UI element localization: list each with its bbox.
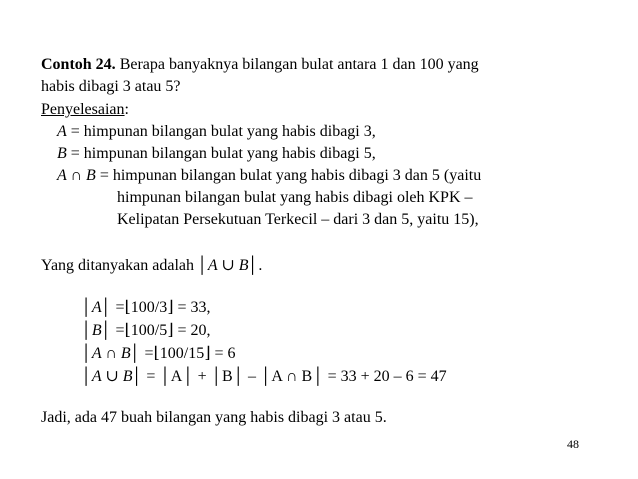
intersection-definition	[57, 166, 481, 186]
calc-lhs: │A ∩ B│	[82, 345, 141, 362]
asked-text: Yang ditanyakan adalah	[41, 257, 198, 274]
asked-expr: │A ∪ B│	[198, 257, 259, 274]
set-b-var: B	[57, 145, 67, 162]
solution-label: Penyelesaian	[41, 101, 125, 118]
example-heading: Contoh 24.	[41, 56, 116, 73]
solution-colon: :	[124, 101, 129, 118]
calc-lhs: │A│	[82, 299, 112, 316]
example-question-text: Berapa banyaknya bilangan bulat antara 1 dan 100 yang	[119, 56, 479, 73]
intersection-cont2: Kelipatan Persekutuan Terkecil – dari 3 dan 5, yaitu 15),	[117, 211, 479, 228]
intersection-expr: A ∩ B	[57, 167, 96, 184]
asked-line	[41, 256, 262, 276]
calc-row-union	[82, 367, 447, 387]
asked-end: .	[258, 257, 263, 274]
calc-rhs: =⌊100/3⌋ = 33,	[111, 299, 211, 316]
set-a-definition	[57, 122, 376, 142]
page-number: 48	[567, 437, 579, 451]
example-question-line1	[41, 55, 479, 75]
calc-row-intersection	[82, 344, 236, 364]
calc-lhs: │A ∪ B│	[82, 368, 143, 385]
calc-row-a	[82, 298, 210, 318]
calc-rhs: =⌊100/15⌋ = 6	[140, 345, 236, 362]
calc-row-b	[82, 321, 210, 341]
intersection-text: = himpunan bilangan bulat yang habis dibagi 3 dan 5 (yaitu	[95, 167, 482, 184]
set-b-definition	[57, 144, 376, 164]
intersection-cont1: himpunan bilangan bulat yang habis dibagi oleh KPK –	[117, 189, 473, 206]
set-a-var: A	[57, 123, 67, 140]
calc-rhs: =⌊100/5⌋ = 20,	[111, 322, 211, 339]
solution-label-line	[41, 100, 129, 120]
set-a-text: = himpunan bilangan bulat yang habis dibagi 3,	[66, 123, 376, 140]
set-b-text: = himpunan bilangan bulat yang habis dibagi 5,	[66, 145, 376, 162]
calc-lhs: │B│	[82, 322, 112, 339]
calc-rhs: = │A│ + │B│ – │A ∩ B│ = 33 + 20 – 6 = 47	[142, 368, 447, 385]
example-question-line2: habis dibagi 3 atau 5?	[41, 78, 181, 95]
conclusion: Jadi, ada 47 buah bilangan yang habis dibagi 3 atau 5.	[41, 409, 387, 426]
